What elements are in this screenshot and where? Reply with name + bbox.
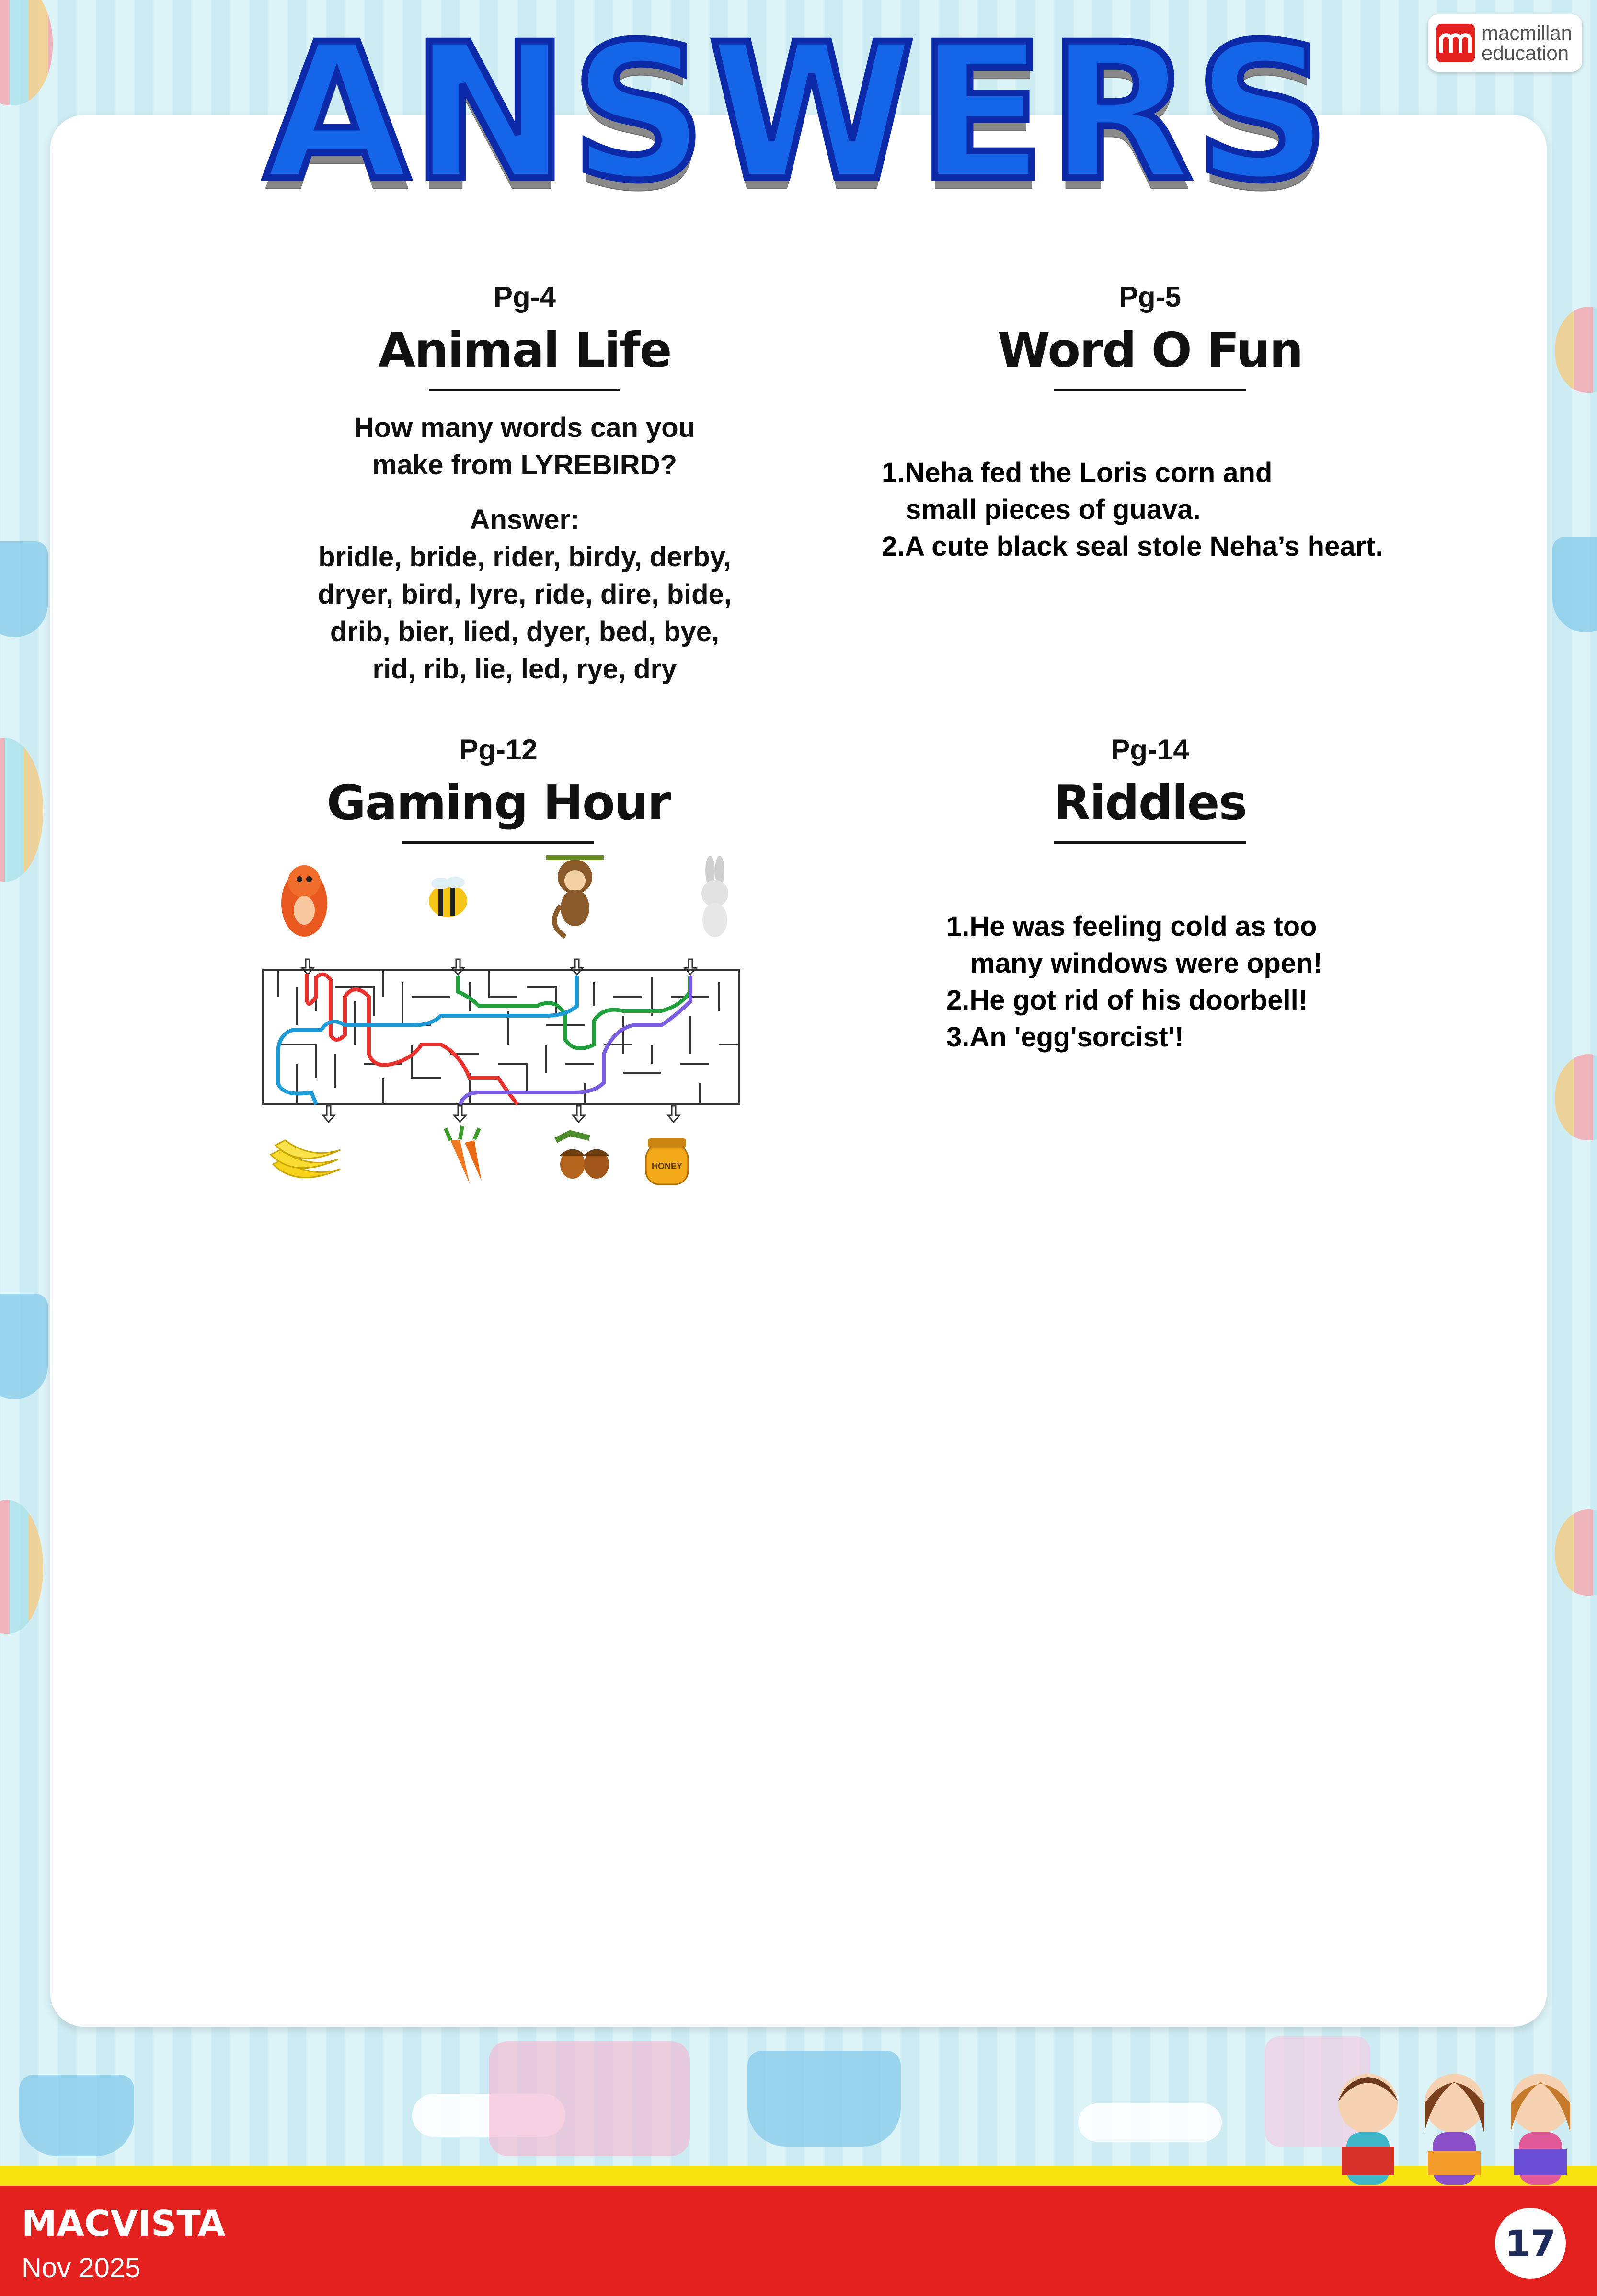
kids-reading-illustration xyxy=(1322,2060,1597,2223)
section-heading: Riddles xyxy=(1053,775,1247,831)
riddles-list xyxy=(946,908,1425,1056)
page-ref: Pg-14 xyxy=(1111,734,1189,766)
page-ref: Pg-4 xyxy=(493,281,556,313)
answer-line: bridle, bride, rider, birdy, derby, xyxy=(318,541,731,573)
section-animal-life xyxy=(259,280,791,688)
heading-underline xyxy=(429,389,620,391)
red-maze-path xyxy=(307,974,517,1104)
page-title: ANSWERS xyxy=(264,4,1333,221)
section-gaming-hour xyxy=(254,733,743,844)
section-heading: Animal Life xyxy=(378,322,671,378)
magazine-name: MACVISTA xyxy=(22,2203,226,2244)
page-ref: Pg-5 xyxy=(1118,281,1182,313)
list-item: 3.An 'egg'sorcist'! xyxy=(946,1022,1184,1053)
list-item: 1.He was feeling cold as too many windows were open! xyxy=(946,911,1322,979)
balloon-decoration xyxy=(1555,1054,1597,1140)
answer-line: rid, rib, lie, led, rye, dry xyxy=(372,654,677,685)
carrot-icon xyxy=(446,1126,482,1183)
acorn-icon xyxy=(556,1133,609,1179)
answer-label: Answer: xyxy=(470,504,580,535)
question-text xyxy=(259,409,791,484)
issue-date: Nov 2025 xyxy=(22,2252,141,2284)
answer-line: drib, bier, lied, dyer, bed, bye, xyxy=(330,616,720,647)
balloon-decoration xyxy=(0,738,43,882)
honey-jar-icon xyxy=(646,1138,688,1184)
banana-icon xyxy=(271,1140,340,1178)
balloon-decoration xyxy=(0,1500,43,1634)
honey-label: HONEY xyxy=(651,1161,683,1171)
logo-line-2: education xyxy=(1482,42,1569,64)
blue-maze-path xyxy=(278,976,577,1104)
answer-block xyxy=(259,501,791,688)
boat-decoration xyxy=(0,1294,48,1399)
heading-underline xyxy=(402,841,594,844)
section-heading: Word O Fun xyxy=(997,322,1303,378)
list-item: 2.A cute black seal stole Neha’s heart. xyxy=(882,531,1383,562)
entry-arrows xyxy=(302,959,696,975)
truck-decoration xyxy=(489,2041,690,2156)
question-line: make from LYREBIRD? xyxy=(372,449,678,481)
heading-underline xyxy=(1054,389,1246,391)
question-line: How many words can you xyxy=(354,412,696,443)
cloud-decoration xyxy=(1078,2103,1222,2142)
boat-decoration xyxy=(19,2075,134,2156)
monkey-icon xyxy=(546,855,604,937)
boat-decoration xyxy=(1552,537,1597,632)
rabbit-icon xyxy=(701,856,728,937)
logo-line-1: macmillan xyxy=(1482,22,1573,44)
answer-line: dryer, bird, lyre, ride, dire, bide, xyxy=(318,579,732,610)
bee-icon xyxy=(429,877,467,917)
list-item: 1.Neha fed the Loris corn and small pieces of guava. xyxy=(882,457,1273,525)
balloon-decoration xyxy=(1555,307,1597,393)
boat-decoration xyxy=(0,541,48,637)
page-number: 17 xyxy=(1495,2208,1566,2279)
green-maze-path xyxy=(458,976,690,1048)
word-o-fun-list xyxy=(882,454,1433,565)
section-word-o-fun xyxy=(882,280,1418,391)
heading-underline xyxy=(1054,841,1246,844)
title-banner xyxy=(0,4,1597,221)
section-heading: Gaming Hour xyxy=(326,775,670,831)
section-riddles xyxy=(882,733,1418,844)
exit-arrows xyxy=(323,1106,679,1122)
list-item: 2.He got rid of his doorbell! xyxy=(946,985,1308,1016)
page-ref: Pg-12 xyxy=(459,734,538,766)
boat-decoration xyxy=(747,2051,901,2147)
maze-illustration xyxy=(259,853,747,1207)
balloon-decoration xyxy=(1555,1509,1597,1596)
squirrel-icon xyxy=(281,865,327,937)
